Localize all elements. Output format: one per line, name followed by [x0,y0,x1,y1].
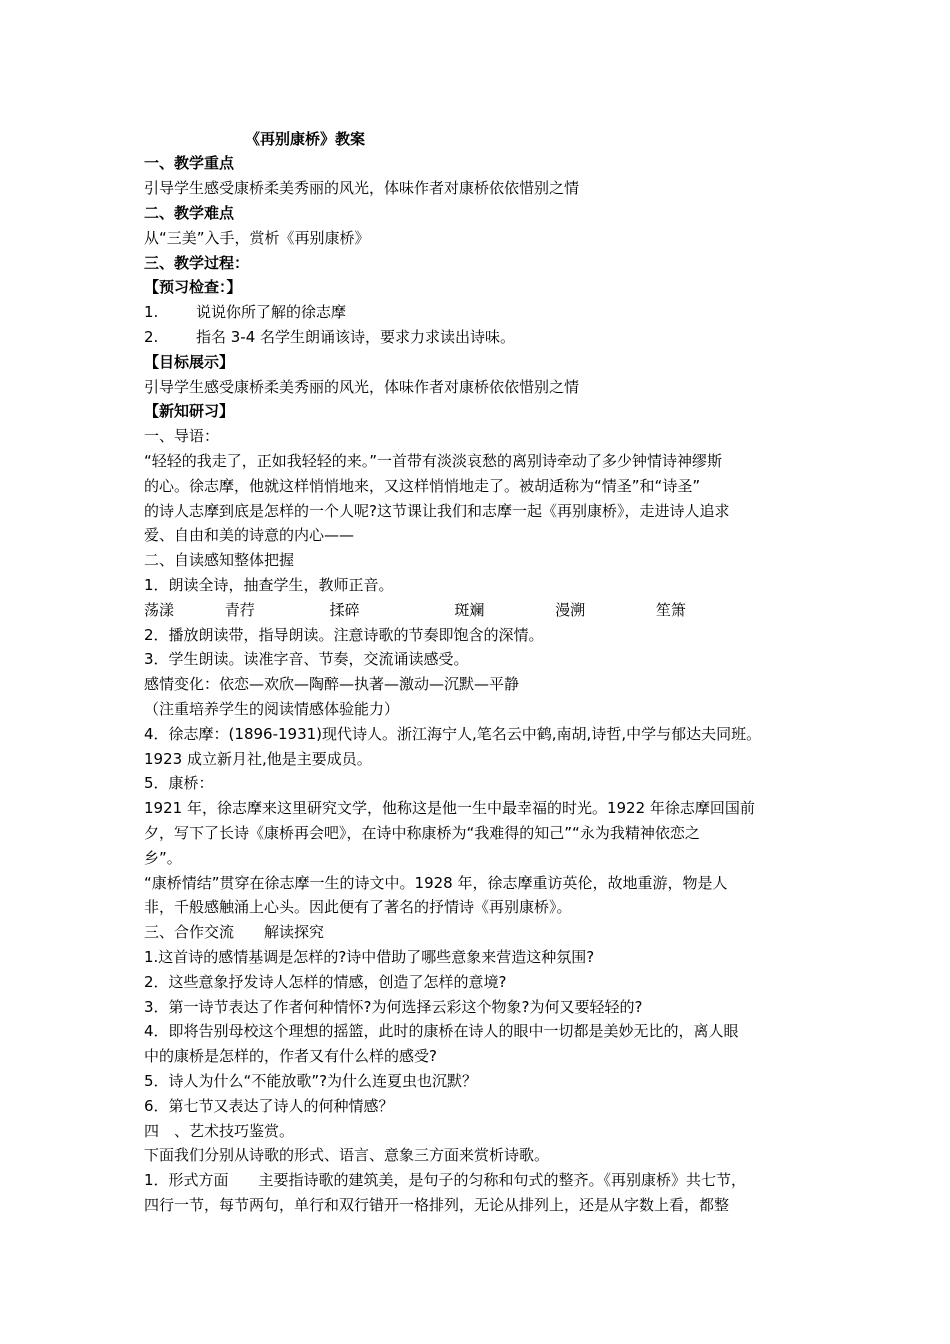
question-item: 6．第七节又表达了诗人的何种情感？ [144,1097,394,1115]
paragraph-line: 1．朗读全诗，抽查学生，教师正音。 [144,576,394,594]
paragraph-line: 的诗人志摩到底是怎样的一个人呢?这节课让我们和志摩一起《再别康桥》，走进诗人追求 [144,502,730,520]
list-text: 说说你所了解的徐志摩 [196,303,347,321]
heading-preview-check: 【预习检查：】 [144,278,242,296]
list-text: 指名 3-4 名学生朗诵该诗，要求力求读出诗味。 [196,328,516,346]
paragraph: 引导学生感受康桥柔美秀丽的风光，体味作者对康桥依依惜别之情 [144,378,580,396]
paragraph-line: 1923 成立新月社,他是主要成员。 [144,750,372,768]
paragraph-line: 非，千般感触涌上心头。因此便有了著名的抒情诗《再别康桥》。 [144,898,572,916]
paragraph-line: （注重培养学生的阅读情感体验能力） [144,700,400,718]
paragraph-line: 1．形式方面 主要指诗歌的建筑美，是句子的匀称和句式的整齐。《再别康桥》共七节， [144,1171,747,1189]
heading-goal-display: 【目标展示】 [144,353,235,371]
vocab-word: 青荇 [224,601,255,619]
vocab-word: 揉碎 [329,601,360,619]
vocab-word: 漫溯 [555,601,586,619]
list-number: 2. [144,328,159,346]
section-heading: 一、导语： [144,427,220,445]
heading-teaching-difficulty: 二、教学难点 [144,204,235,222]
paragraph-line: 下面我们分别从诗歌的形式、语言、意象三方面来赏析诗歌。 [144,1146,550,1164]
paragraph-line: 5．康桥： [144,774,214,792]
vocab-word: 荡漾 [144,601,175,619]
question-item: 1.这首诗的感情基调是怎样的?诗中借助了哪些意象来营造这种氛围? [144,948,595,966]
question-item: 5．诗人为什么“不能放歌”?为什么连夏虫也沉默？ [144,1072,478,1090]
paragraph-line: “康桥情结”贯穿在徐志摩一生的诗文中。1928 年，徐志摩重访英伦，故地重游，物是人 [144,874,728,892]
heading-teaching-process: 三、教学过程： [144,254,250,272]
paragraph-line: 2．播放朗读带，指导朗读。注意诗歌的节奏即饱含的深情。 [144,626,544,644]
paragraph-line: 乡”。 [144,849,182,867]
heading-new-knowledge: 【新知研习】 [144,402,235,420]
list-item [144,301,824,323]
paragraph: 引导学生感受康桥柔美秀丽的风光，体味作者对康桥依依惜别之情 [144,179,580,197]
vocab-word: 斑斓 [454,601,485,619]
paragraph-line: 夕，写下了长诗《康桥再会吧》，在诗中称康桥为“我难得的知己”“永为我精神依恋之 [144,824,700,842]
paragraph-line: 的心。徐志摩，他就这样悄悄地来，又这样悄悄地走了。被胡适称为“情圣”和“诗圣” [144,477,701,495]
list-item [144,326,824,348]
vocabulary-row [144,599,824,621]
paragraph-line: 3．学生朗读。读准字音、节奏，交流诵读感受。 [144,650,469,668]
heading-teaching-focus: 一、教学重点 [144,154,235,172]
question-item: 4．即将告别母校这个理想的摇篮，此时的康桥在诗人的眼中一切都是美妙无比的，离人眼 [144,1022,739,1040]
section-heading: 三、合作交流 解读探究 [144,923,325,941]
paragraph-line: 爱、自由和美的诗意的内心—— [144,526,355,544]
paragraph-line: 4．徐志摩：(1896-1931)现代诗人。浙江海宁人,笔名云中鹤,南胡,诗哲,中学与郁达夫同班。 [144,725,762,743]
paragraph: 从“三美”入手，赏析《再别康桥》 [144,229,370,247]
paragraph-line: “轻轻的我走了，正如我轻轻的来。”一首带有淡淡哀愁的离别诗牵动了多少钟情诗神缪斯 [144,452,723,470]
question-item: 中的康桥是怎样的，作者又有什么样的感受? [144,1047,437,1065]
document-title: 《再别康桥》教案 [245,130,366,148]
paragraph-line: 四行一节，每节两句，单行和双行错开一格排列，无论从排列上，还是从字数上看，都整 [144,1196,730,1214]
list-number: 1. [144,303,159,321]
question-item: 3．第一诗节表达了作者何种情怀?为何选择云彩这个物象?为何又要轻轻的? [144,998,643,1016]
question-item: 2．这些意象抒发诗人怎样的情感，创造了怎样的意境? [144,973,507,991]
paragraph-line: 感情变化：依恋—欢欣—陶醉—执著—激动—沉默—平静 [144,675,520,693]
paragraph-line: 1921 年，徐志摩来这里研究文学，他称这是他一生中最幸福的时光。1922 年徐志摩回国前 [144,799,755,817]
section-heading: 二、自读感知整体把握 [144,551,295,569]
section-heading: 四 、艺术技巧鉴赏。 [144,1122,295,1140]
vocab-word: 笙箫 [655,601,686,619]
